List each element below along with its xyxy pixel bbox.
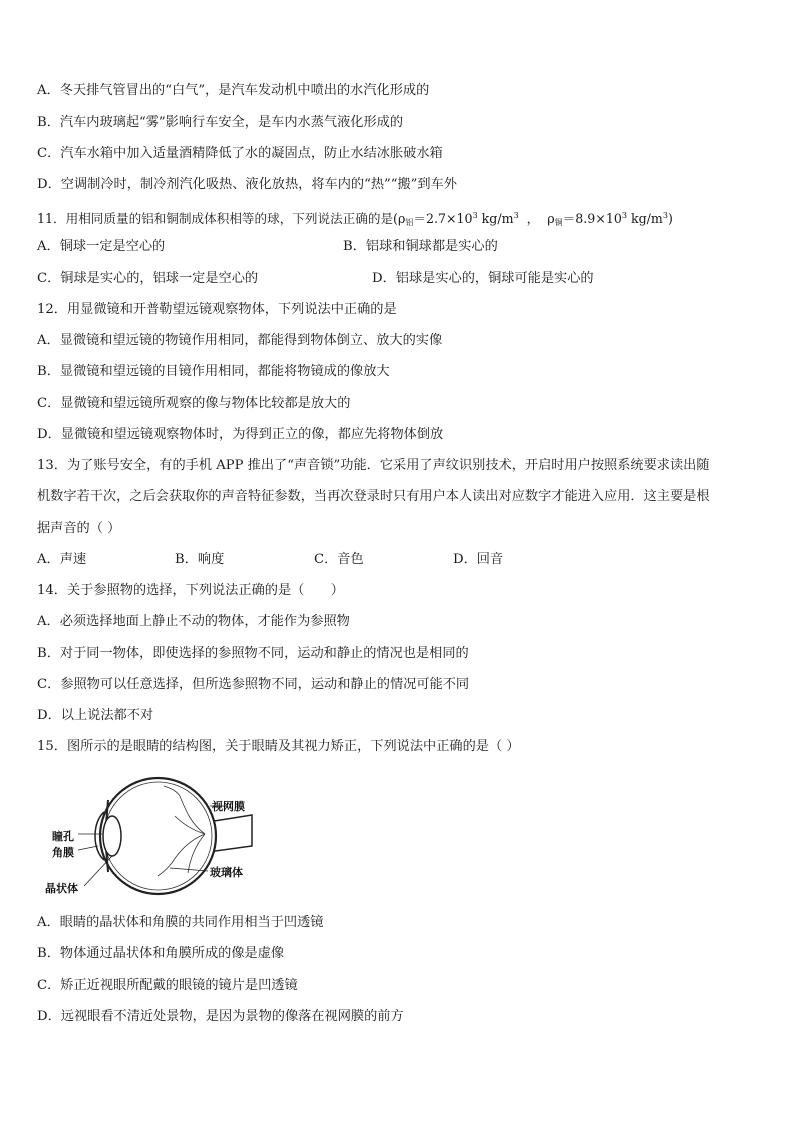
q11-density-al-value: ＝2.7×10 [413, 211, 473, 226]
q14-option-b: B．对于同一物体，即使选择的参照物不同，运动和静止的情况也是相同的 [37, 646, 469, 661]
q11-unit-exp-al: 3 [513, 211, 519, 220]
q11-density-sub-al: 铝 [405, 218, 414, 227]
q14-stem: 14．关于参照物的选择，下列说法正确的是（ ） [37, 583, 344, 598]
pupil-label: 瞳孔 [52, 830, 74, 843]
q12-option-d: D．显微镜和望远镜观察物体时，为得到正立的像，都应先将物体倒放 [37, 427, 444, 442]
q13-option-d: D．回音 [453, 552, 504, 567]
q13-option-c: C．音色 [314, 552, 364, 567]
cornea-label: 角膜 [52, 846, 74, 859]
q10-option-a: A．冬天排气管冒出的“白气”，是汽车发动机中喷出的水汽化形成的 [37, 83, 430, 98]
q13-stem-line1: 13．为了账号安全，有的手机 APP 推出了“声音锁”功能．它采用了声纹识别技术，开启时用户按照系统要求读出随 [37, 458, 710, 473]
q14-option-d: D．以上说法都不对 [37, 708, 154, 723]
eye-structure-diagram [40, 768, 270, 898]
vitreous-label: 玻璃体 [210, 866, 243, 879]
lens-label: 晶状体 [45, 882, 78, 895]
q15-stem: 15．图所示的是眼睛的结构图，关于眼睛及其视力矫正，下列说法中正确的是（ ） [37, 739, 520, 754]
q15-option-c: C．矫正近视眼所配戴的眼镜的镜片是凹透镜 [37, 978, 298, 993]
q10-option-c: C．汽车水箱中加入适量酒精降低了水的凝固点，防止水结冰胀破水箱 [37, 146, 443, 161]
q13-option-a: A．声速 [37, 552, 87, 567]
q11-density-cu-value: ＝8.9×10 [562, 211, 622, 226]
q14-option-c: C．参照物可以任意选择，但所选参照物不同，运动和静止的情况可能不同 [37, 677, 470, 692]
q11-unit-exp-cu: 3 [662, 211, 668, 220]
q12-option-b: B．显微镜和望远镜的目镜作用相同，都能将物镜成的像放大 [37, 364, 390, 379]
q11-exp-al: 3 [472, 211, 478, 220]
q12-stem: 12．用显微镜和开普勒望远镜观察物体，下列说法中正确的是 [37, 302, 397, 317]
q11-separator: ， ρ [518, 211, 555, 226]
q11-close-paren: ) [667, 211, 673, 226]
q11-unit-al: kg/m [477, 211, 514, 226]
q11-stem [37, 207, 673, 232]
lens-shape [103, 816, 121, 856]
q12-option-c: C．显微镜和望远镜所观察的像与物体比较都是放大的 [37, 396, 351, 411]
q13-stem-line2: 机数字若干次，之后会获取你的声音特征参数，当再次登录时只有用户本人读出对应数字才能进入应用．这主要是根 [37, 489, 710, 504]
q15-option-a: A．眼睛的晶状体和角膜的共同作用相当于凹透镜 [37, 915, 324, 930]
q10-option-d: D．空调制冷时，制冷剂汽化吸热、液化放热，将车内的“热”“搬”到车外 [37, 177, 457, 192]
q14-option-a: A．必须选择地面上静止不动的物体，才能作为参照物 [37, 614, 350, 629]
q10-option-b: B．汽车内玻璃起“雾”影响行车安全，是车内水蒸气液化形成的 [37, 115, 404, 130]
q11-option-b: B．铝球和铜球都是实心的 [343, 239, 498, 254]
q13-stem-line3: 据声音的（ ） [37, 521, 121, 536]
q11-option-a: A．铜球一定是空心的 [37, 239, 166, 254]
cornea-leader [78, 846, 98, 850]
q11-option-c: C．铜球是实心的，铝球一定是空心的 [37, 271, 259, 286]
q11-density-sub-cu: 铜 [554, 218, 563, 227]
q11-exp-cu: 3 [621, 211, 627, 220]
q13-option-b: B．响度 [175, 552, 225, 567]
retina-label: 视网膜 [212, 800, 245, 813]
q15-option-d: D．远视眼看不清近处景物，是因为景物的像落在视网膜的前方 [37, 1009, 404, 1024]
q12-option-a: A．显微镜和望远镜的物镜作用相同，都能得到物体倒立、放大的实像 [37, 333, 443, 348]
q11-option-d: D．铝球是实心的，铜球可能是实心的 [372, 271, 594, 286]
q11-stem-text: 11．用相同质量的铝和铜制成体积相等的球，下列说法正确的是(ρ [37, 211, 406, 226]
q15-option-b: B．物体通过晶状体和角膜所成的像是虚像 [37, 946, 285, 961]
q11-unit-cu: kg/m [626, 211, 663, 226]
